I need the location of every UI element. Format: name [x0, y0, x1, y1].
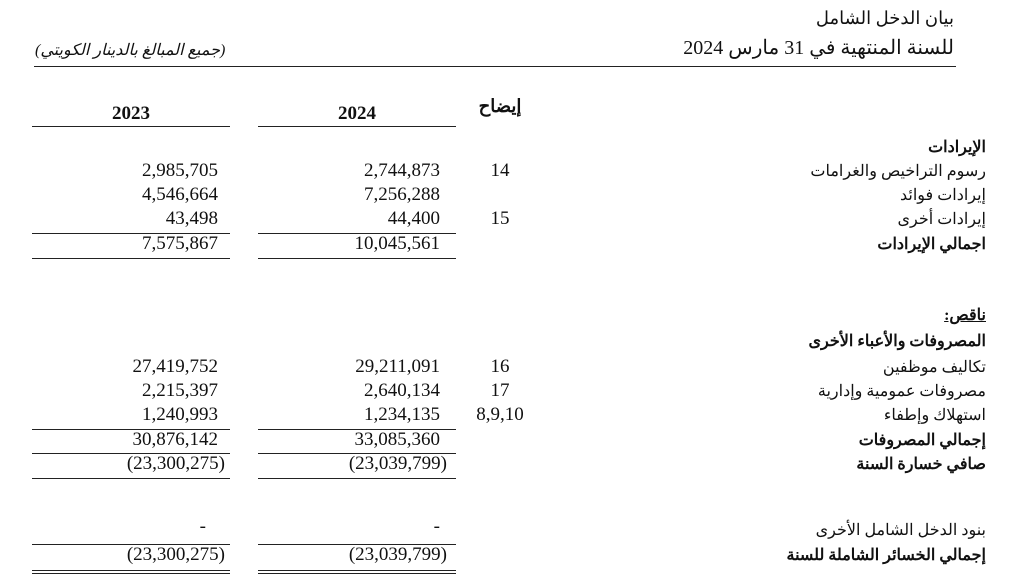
row-2023-net-loss: (23,300,275): [126, 453, 225, 474]
column-header-note: إيضاح: [478, 96, 522, 116]
row-2023-other-comprehensive: -: [199, 516, 206, 537]
section-expenses: المصروفات والأعباء الأخرى: [808, 333, 986, 350]
column-header-2023: 2023: [112, 103, 150, 124]
row-2023-license-fees: 2,985,705: [142, 160, 218, 181]
row-2024-total-expenses: 33,085,360: [354, 429, 440, 450]
row-2023-other-income: 43,498: [165, 208, 218, 229]
row-note-license-fees: 14: [490, 160, 510, 181]
header-rule: [34, 66, 956, 67]
total-rule-2024-net: [258, 478, 456, 479]
total-rule-2023-rev: [32, 258, 230, 259]
statement-period: للسنة المنتهية في 31 مارس 2024: [683, 37, 954, 59]
row-label-other-comprehensive: بنود الدخل الشامل الأخرى: [815, 522, 986, 539]
row-2023-total-expenses: 30,876,142: [132, 429, 218, 450]
row-note-other-income: 15: [490, 208, 510, 229]
row-label-total-revenues: اجمالي الإيرادات: [877, 236, 986, 253]
row-2024-staff-costs: 29,211,091: [355, 356, 440, 377]
row-2023-total-revenues: 7,575,867: [142, 233, 218, 254]
row-2024-license-fees: 2,744,873: [364, 160, 440, 181]
column-header-2024: 2024: [338, 103, 376, 124]
row-2024-other-comprehensive: -: [433, 516, 440, 537]
row-2024-net-loss: (23,039,799): [348, 453, 447, 474]
currency-note: (جميع المبالغ بالدينار الكويتي): [35, 42, 226, 59]
statement-title: بيان الدخل الشامل: [815, 8, 954, 28]
row-note-staff-costs: 16: [490, 356, 510, 377]
row-note-general-admin: 17: [490, 380, 510, 401]
row-2024-total-revenues: 10,045,561: [354, 233, 440, 254]
row-2023-staff-costs: 27,419,752: [132, 356, 218, 377]
row-note-depreciation: 8,9,10: [476, 404, 524, 425]
row-2024-interest-income: 7,256,288: [364, 184, 440, 205]
total-rule-2024-rev: [258, 258, 456, 259]
row-label-total-expenses: إجمالي المصروفات: [858, 432, 986, 449]
final-rule-2023-double: [32, 573, 230, 574]
row-2023-depreciation: 1,240,993: [142, 404, 218, 425]
row-label-staff-costs: تكاليف موظفين: [882, 359, 986, 376]
row-label-net-loss: صافي خسارة السنة: [856, 456, 986, 473]
total-rule-2023-net: [32, 478, 230, 479]
row-label-general-admin: مصروفات عمومية وإدارية: [817, 383, 986, 400]
final-rule-2023: [32, 570, 230, 571]
final-rule-2024-double: [258, 573, 456, 574]
row-2024-other-income: 44,400: [387, 208, 440, 229]
row-2024-general-admin: 2,640,134: [364, 380, 440, 401]
row-2023-general-admin: 2,215,397: [142, 380, 218, 401]
row-2023-total-comprehensive-loss: (23,300,275): [126, 544, 225, 565]
row-2024-total-comprehensive-loss: (23,039,799): [348, 544, 447, 565]
row-label-depreciation: استهلاك وإطفاء: [883, 407, 986, 424]
row-label-other-income: إيرادات أخرى: [897, 211, 986, 228]
column-rule-2024: [258, 126, 456, 127]
row-2023-interest-income: 4,546,664: [142, 184, 218, 205]
row-label-license-fees: رسوم التراخيص والغرامات: [810, 163, 986, 180]
column-rule-2023: [32, 126, 230, 127]
final-rule-2024: [258, 570, 456, 571]
row-label-interest-income: إيرادات فوائد: [899, 187, 986, 204]
row-label-total-comprehensive-loss: إجمالي الخسائر الشاملة للسنة: [786, 547, 986, 564]
section-less: ناقص:: [944, 307, 986, 324]
row-2024-depreciation: 1,234,135: [364, 404, 440, 425]
section-revenues: الإيرادات: [928, 139, 986, 156]
